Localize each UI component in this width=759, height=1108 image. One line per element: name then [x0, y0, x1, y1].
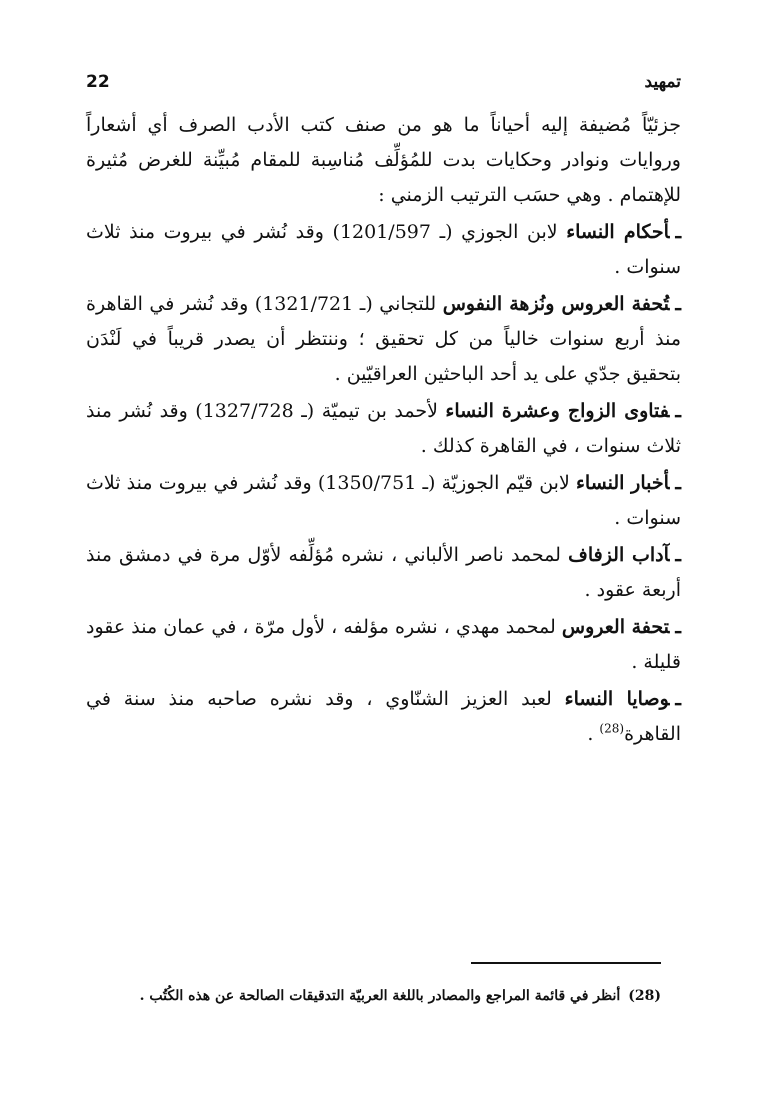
entry-rest: ) وقد نُشر في القاهرة منذ أربع سنوات خالياً من كل تحقيق ؛ وننتظر أن يصدر قريباً في لَنْدَن بتحقيق جدّي على يد أحد الباحثين العراقيّين . [86, 293, 681, 385]
entry-title: أخبار النساء [575, 472, 670, 494]
entry-title: آداب الزفاف [568, 544, 670, 566]
entry-dash: ـ [675, 293, 681, 315]
entry-title: أحكام النساء [566, 221, 670, 243]
entry-dash: ـ [675, 688, 681, 710]
bibliography-entry [86, 466, 681, 536]
entry-author: للتجاني (ـ [353, 293, 443, 315]
entry-author: لمحمد ناصر الألباني ، [383, 544, 569, 566]
entry-author: لأحمد بن تيميّة (ـ [293, 400, 446, 422]
bibliography-entry [86, 215, 681, 285]
entry-author: لابن قيّم الجوزيّة (ـ [416, 472, 576, 494]
entry-dash: ـ [675, 544, 681, 566]
page-header [86, 72, 681, 102]
entry-title: تُحفة العروس ونُزهة النفوس [442, 293, 670, 315]
entry-rest: نشره مؤلفه ، لأول مرّة ، في عمان منذ عقود قليلة . [86, 616, 681, 673]
entry-title: فتاوى الزواج وعشرة النساء [445, 400, 670, 422]
entry-author: لعبد العزيز الشنّاوي ، [353, 688, 565, 710]
bibliography-entry [86, 682, 681, 752]
footnote-divider [471, 962, 661, 964]
entry-date: 1321/721 [262, 293, 354, 315]
entry-dash: ـ [675, 400, 681, 422]
bibliography-entry [86, 610, 681, 680]
entry-title: وصايا النساء [564, 688, 670, 710]
entry-rest: ) وقد نُشر في بيروت منذ ثلاث سنوات . [86, 472, 681, 529]
entry-author: لمحمد مهدي ، [437, 616, 562, 638]
entry-rest: نشره مُؤلِّفه لأوّل مرة في دمشق منذ أربعة عقود . [86, 544, 681, 601]
page-number: 22 [86, 72, 110, 92]
entry-dash: ـ [675, 616, 681, 638]
entry-date: 1327/728 [202, 400, 294, 422]
main-text [86, 108, 681, 754]
entry-dash: ـ [675, 221, 682, 243]
entry-dash: ـ [675, 472, 681, 494]
entry-end: . [587, 723, 600, 745]
footnote-reference[interactable]: (28) [599, 721, 625, 736]
entry-rest: وقد نشره صاحبه منذ سنة في القاهرة [86, 688, 681, 745]
footnote [100, 984, 661, 1008]
running-title: تمهيد [644, 72, 681, 92]
entry-rest: ) وقد نُشر في بيروت منذ ثلاث سنوات . [86, 221, 681, 278]
entry-date: 1350/751 [325, 472, 417, 494]
entry-author: لابن الجوزي (ـ [430, 221, 567, 243]
entry-rest: ) وقد نُشر منذ ثلاث سنوات ، في القاهرة كذلك . [86, 400, 681, 457]
entry-date: 1201/597 [339, 221, 431, 243]
entry-title: تحفة العروس [561, 616, 670, 638]
bibliography-entry [86, 287, 681, 392]
bibliography-entry [86, 394, 681, 464]
footnote-text: أنظر في قائمة المراجع والمصادر باللغة العربيّة التدقيقات الصالحة عن هذه الكُتُب . [139, 988, 621, 1004]
footnote-number: (28) [628, 988, 661, 1004]
bibliography-entry [86, 538, 681, 608]
intro-paragraph: جزئيّاً مُضيفة إليه أحياناً ما هو من صنف كتب الأدب الصرف أي أشعاراً وروايات ونوادر وحكايات بدت للمُؤلِّف مُناسِبة للمقام مُبيِّنة للغرض مُثيرة للإهتمام . وهي حسَب الترتيب الزمني : [86, 114, 681, 206]
